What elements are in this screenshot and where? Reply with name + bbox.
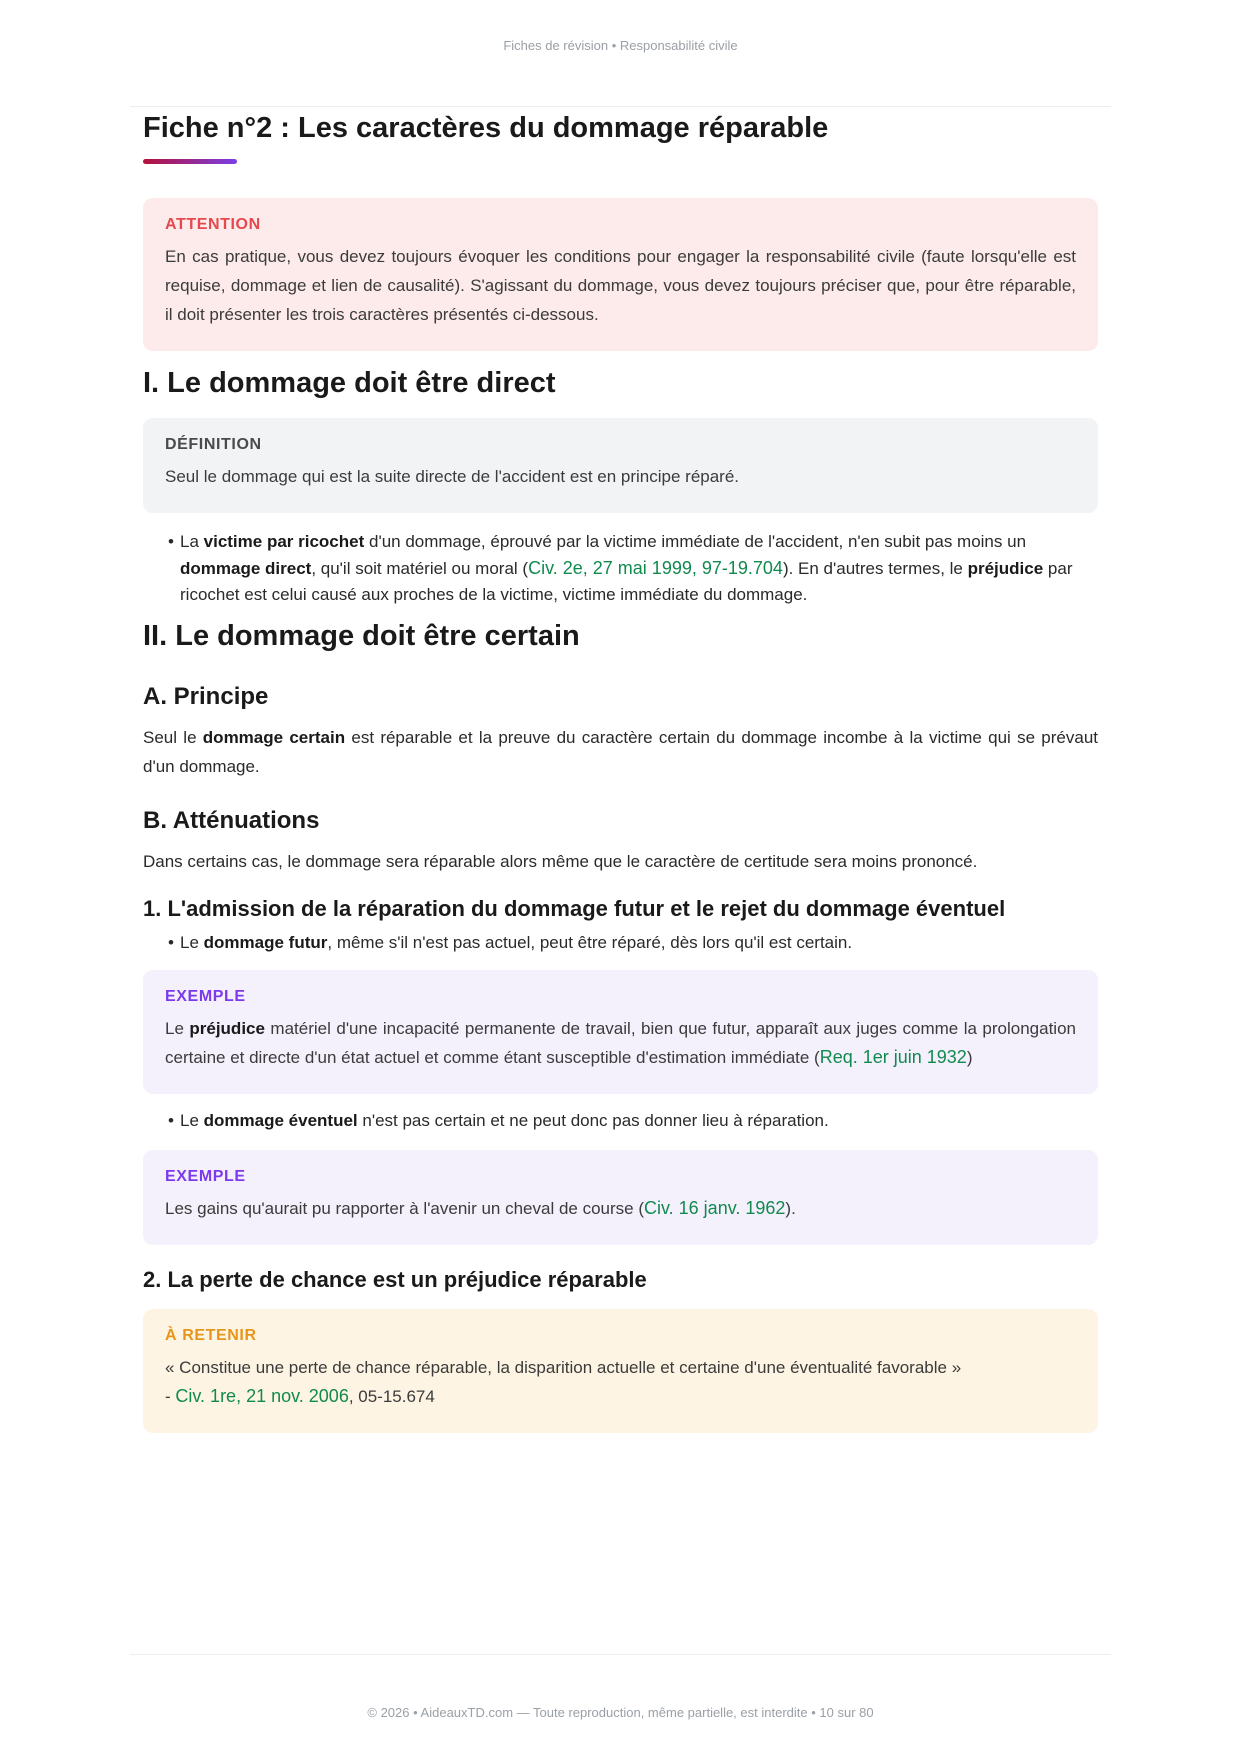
- attention-label: ATTENTION: [165, 216, 261, 233]
- subsection-b-heading: B. Atténuations: [143, 807, 320, 834]
- list-item-dommage-futur: [143, 930, 1098, 956]
- bullet-text: La victime par ricochet d'un dommage, éprouvé par la victime immédiate de l'accident, n'en subit pas moins un dommage direct, qu'il soit matériel ou moral (Civ. 2e, 27 mai 1999, 97-19.704). En d'autres termes, le préjudice par ricochet est celui causé aux proches de la victime, victime immédiate du dommage.: [180, 532, 1073, 604]
- example-label: EXEMPLE: [165, 988, 246, 1005]
- definition-box: [143, 418, 1098, 513]
- case-reference-link[interactable]: Civ. 1re, 21 nov. 2006: [175, 1386, 349, 1406]
- main-content: [143, 108, 1098, 1433]
- bullet-text: Le dommage futur, même s'il n'est pas actuel, peut être réparé, dès lors qu'il est certain.: [180, 933, 853, 952]
- page-title: Fiche n°2 : Les caractères du dommage réparable: [143, 112, 829, 144]
- bullet-dot: •: [168, 933, 174, 952]
- bullet-dot: •: [168, 532, 174, 551]
- case-reference-link[interactable]: Civ. 2e, 27 mai 1999, 97-19.704: [528, 558, 783, 578]
- case-reference-link[interactable]: Civ. 16 janv. 1962: [644, 1198, 786, 1218]
- subsection-2-heading: 2. La perte de chance est un préjudice réparable: [143, 1267, 647, 1292]
- example-box-1: [143, 970, 1098, 1094]
- definition-text: Seul le dommage qui est la suite directe de l'accident est en principe réparé.: [165, 467, 740, 486]
- title-underline: [143, 159, 237, 164]
- footer-divider: [130, 1654, 1111, 1655]
- case-reference-link[interactable]: Req. 1er juin 1932: [819, 1047, 967, 1067]
- section2-heading: II. Le dommage doit être certain: [143, 620, 580, 652]
- example-text: Les gains qu'aurait pu rapporter à l'avenir un cheval de course (Civ. 16 janv. 1962).: [165, 1198, 796, 1218]
- principe-paragraph: Seul le dommage certain est réparable et la preuve du caractère certain du dommage incombe à la victime qui se prévaut d'un dommage.: [143, 728, 1099, 776]
- bullet-text: Le dommage éventuel n'est pas certain et ne peut donc pas donner lieu à réparation.: [180, 1111, 829, 1130]
- attention-text: En cas pratique, vous devez toujours évoquer les conditions pour engager la responsabilité civile (faute lorsqu'elle est requise, dommage et lien de causalité). S'agissant du dommage, vous devez toujours préciser que, pour être réparable, il doit présenter les trois caractères présentés ci-dessous.: [165, 247, 1076, 324]
- attention-box: [143, 198, 1098, 351]
- list-item-ricochet: [143, 529, 1098, 608]
- section1-heading: I. Le dommage doit être direct: [143, 367, 556, 399]
- subsection-1-heading: 1. L'admission de la réparation du dommage futur et le rejet du dommage éventuel: [143, 896, 1006, 921]
- list-item-dommage-eventuel: [143, 1108, 1098, 1134]
- page-footer: © 2026 • AideauxTD.com — Toute reproduction, même partielle, est interdite • 10 sur 80: [367, 1705, 874, 1720]
- attenuations-paragraph: Dans certains cas, le dommage sera réparable alors même que le caractère de certitude sera moins prononcé.: [143, 852, 978, 871]
- page-header: Fiches de révision • Responsabilité civile: [503, 38, 738, 53]
- example-text: Le préjudice matériel d'une incapacité permanente de travail, bien que futur, apparaît aux juges comme la prolongation certaine et directe d'un état actuel et comme étant susceptible d'estimation immédiate (Req. 1er juin 1932): [165, 1019, 1076, 1067]
- example-label: EXEMPLE: [165, 1168, 246, 1185]
- header-divider: [130, 106, 1111, 107]
- subsection-a-heading: A. Principe: [143, 683, 269, 710]
- retenir-text: « Constitue une perte de chance réparable, la disparition actuelle et certaine d'une éventualité favorable » - Civ. 1re, 21 nov. 2006, 05-15.674: [165, 1358, 962, 1406]
- retenir-box: [143, 1309, 1098, 1433]
- definition-label: DÉFINITION: [165, 436, 262, 453]
- bullet-dot: •: [168, 1111, 174, 1130]
- retenir-label: À RETENIR: [165, 1327, 257, 1344]
- example-box-2: [143, 1150, 1098, 1245]
